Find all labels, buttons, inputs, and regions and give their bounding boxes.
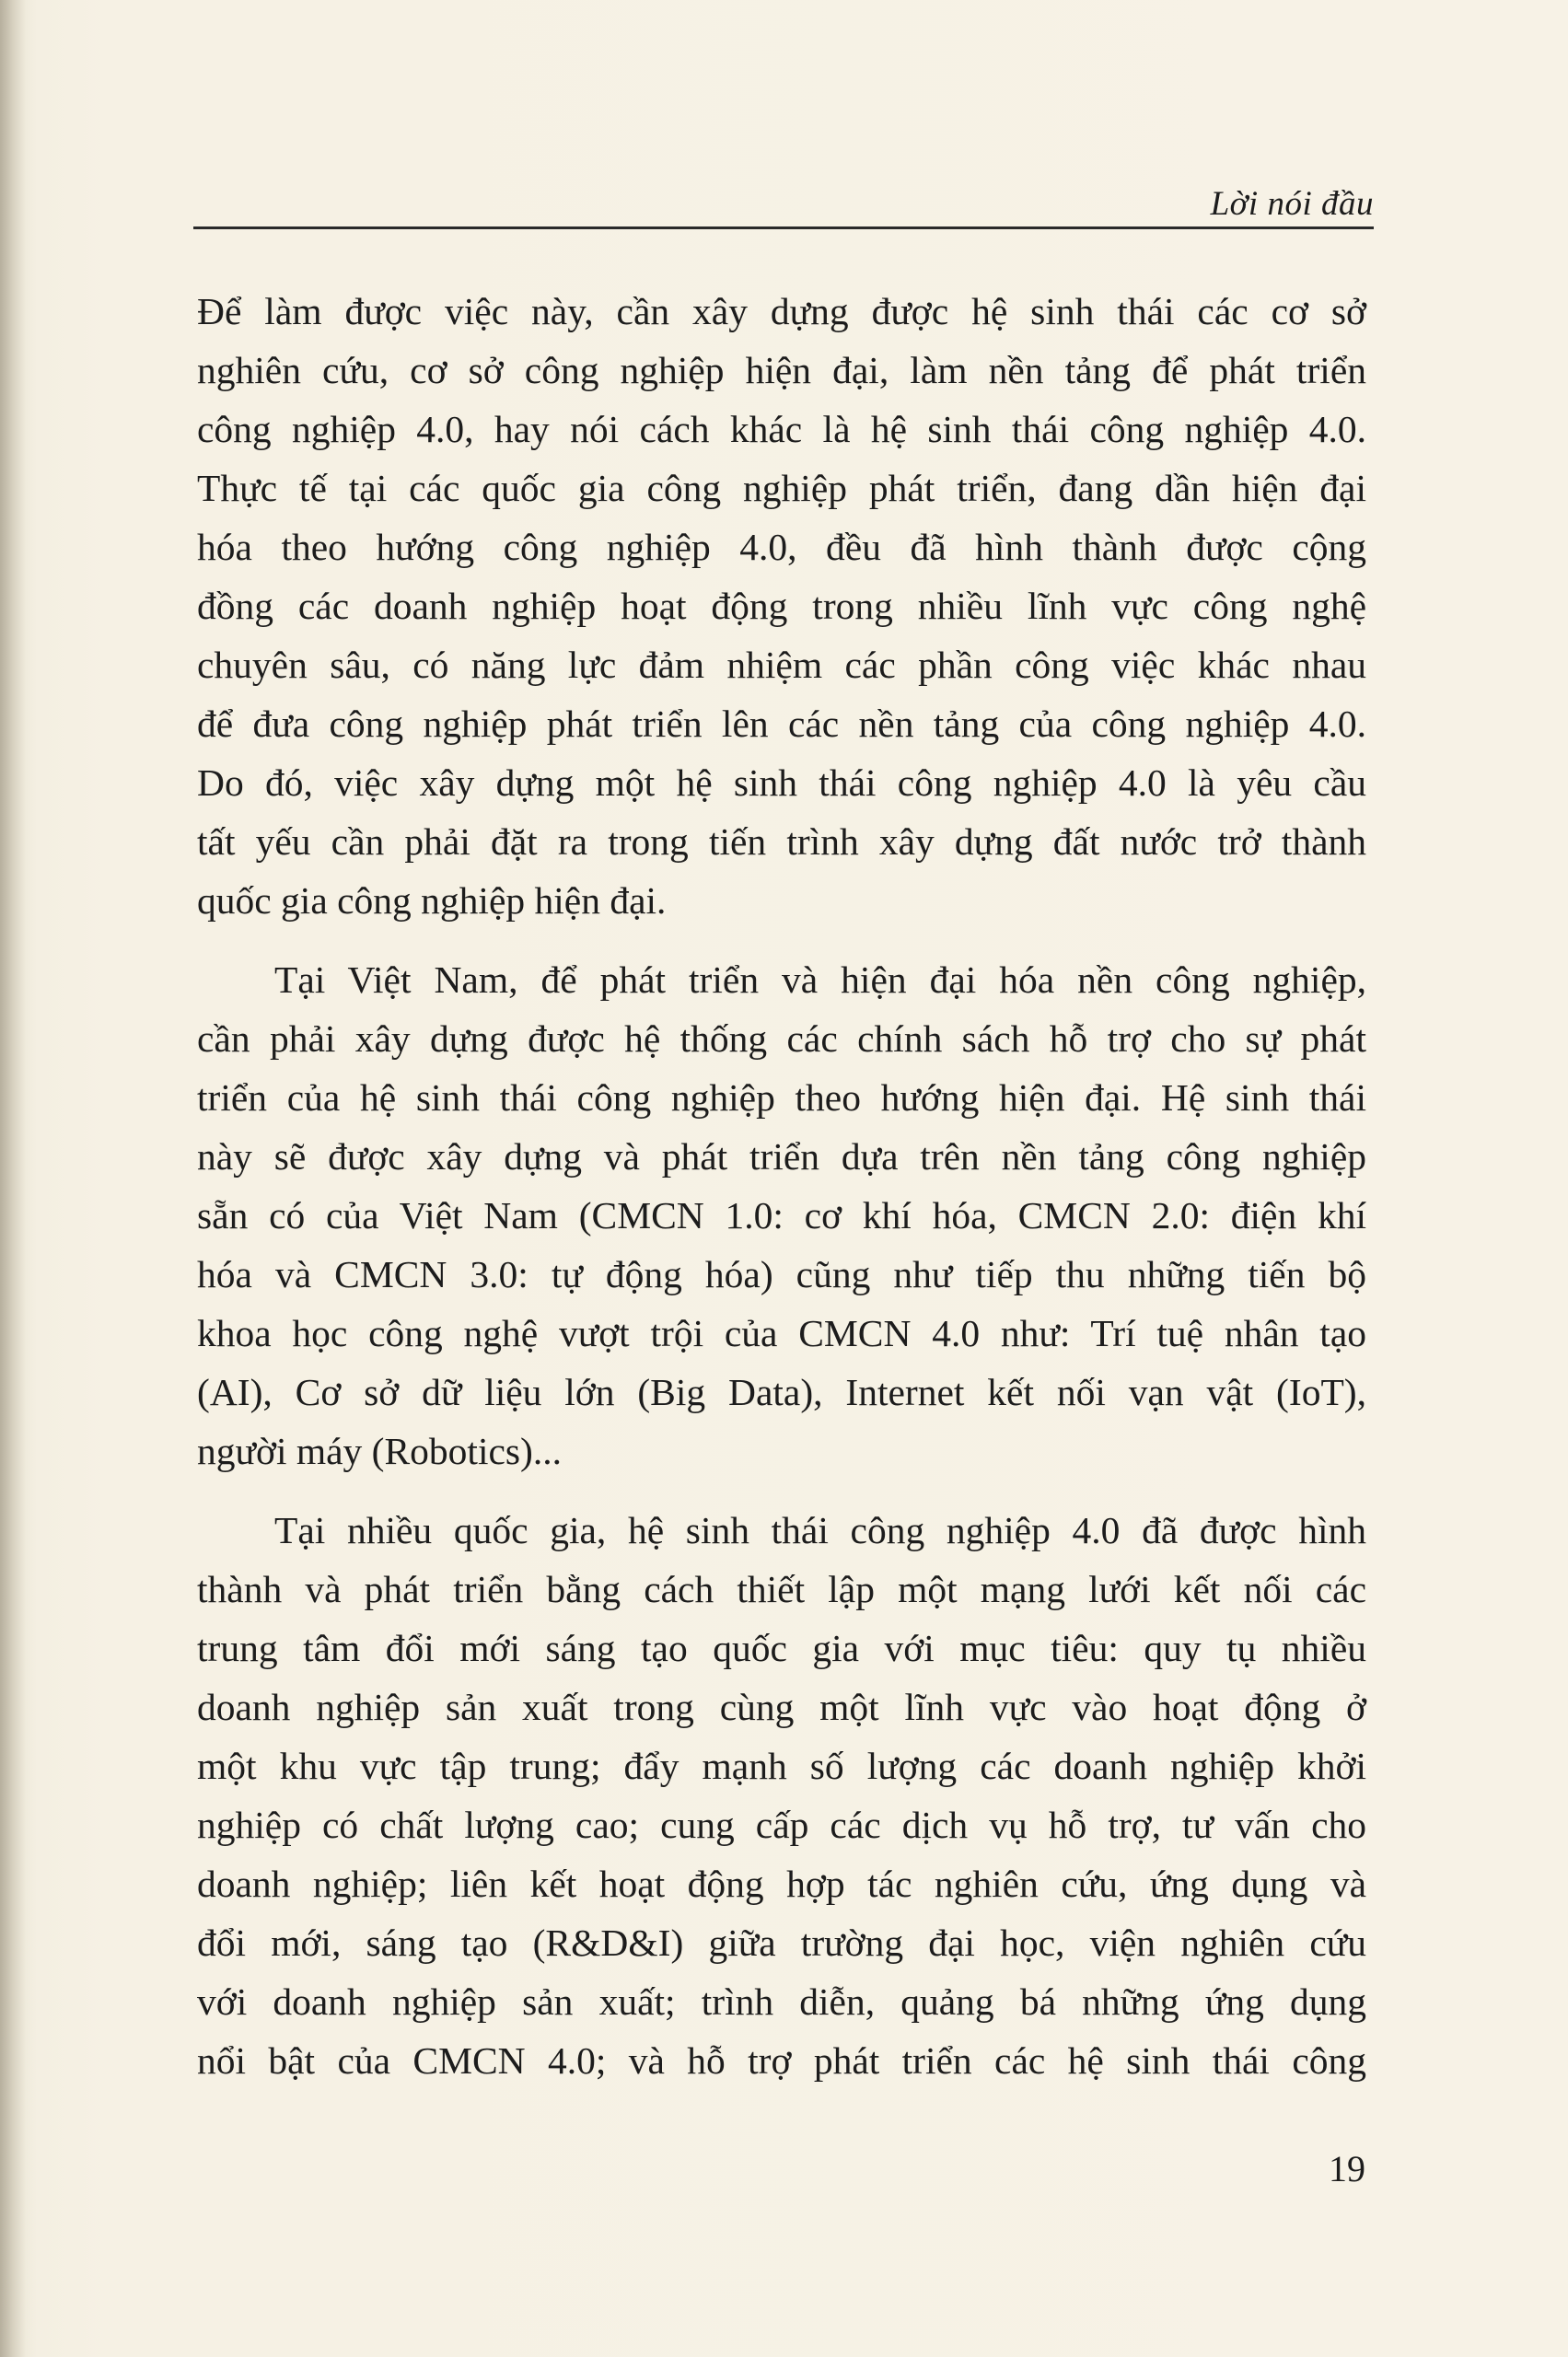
text-line: hóa theo hướng công nghiệp 4.0, đều đã hình thành được cộng — [197, 526, 1366, 568]
text-line: nghiệp có chất lượng cao; cung cấp các dịch vụ hỗ trợ, tư vấn cho — [197, 1804, 1366, 1846]
text-line: nổi bật của CMCN 4.0; và hỗ trợ phát triển các hệ sinh thái công — [197, 2039, 1366, 2082]
text-line: đồng các doanh nghiệp hoạt động trong nhiều lĩnh vực công nghệ — [197, 585, 1366, 627]
text-line: Do đó, việc xây dựng một hệ sinh thái công nghiệp 4.0 là yêu cầu — [197, 761, 1366, 804]
text-line: Để làm được việc này, cần xây dựng được hệ sinh thái các cơ sở — [197, 290, 1366, 332]
text-line: đổi mới, sáng tạo (R&D&I) giữa trường đại học, viện nghiên cứu — [197, 1922, 1366, 1964]
text-line: Tại Việt Nam, để phát triển và hiện đại hóa nền công nghiệp, — [274, 958, 1366, 1001]
text-line: cần phải xây dựng được hệ thống các chính sách hỗ trợ cho sự phát — [197, 1017, 1366, 1060]
text-line: doanh nghiệp sản xuất trong cùng một lĩnh vực vào hoạt động ở — [197, 1686, 1366, 1728]
header-rule — [193, 226, 1374, 229]
text-line: nghiên cứu, cơ sở công nghiệp hiện đại, làm nền tảng để phát triển — [197, 349, 1366, 391]
text-line: doanh nghiệp; liên kết hoạt động hợp tác nghiên cứu, ứng dụng và — [197, 1863, 1366, 1905]
running-header — [193, 175, 1374, 230]
text-line: này sẽ được xây dựng và phát triển dựa trên nền tảng công nghiệp — [197, 1135, 1366, 1178]
spine-shadow — [0, 0, 26, 2357]
text-line: với doanh nghiệp sản xuất; trình diễn, quảng bá những ứng dụng — [197, 1980, 1366, 2023]
text-line: chuyên sâu, có năng lực đảm nhiệm các phần công việc khác nhau — [197, 644, 1366, 686]
text-line: thành và phát triển bằng cách thiết lập một mạng lưới kết nối các — [197, 1568, 1366, 1610]
text-line: tất yếu cần phải đặt ra trong tiến trình xây dựng đất nước trở thành — [197, 820, 1366, 863]
page-number: 19 — [1329, 2148, 1365, 2189]
paragraph-3 — [197, 1501, 1366, 2090]
text-line: triển của hệ sinh thái công nghiệp theo hướng hiện đại. Hệ sinh thái — [197, 1076, 1366, 1119]
chapter-title: Lời nói đầu — [1210, 185, 1374, 223]
body-text — [197, 282, 1366, 2110]
text-line: Tại nhiều quốc gia, hệ sinh thái công nghiệp 4.0 đã được hình — [274, 1509, 1366, 1551]
text-line: sẵn có của Việt Nam (CMCN 1.0: cơ khí hóa, CMCN 2.0: điện khí — [197, 1194, 1366, 1237]
paragraph-1 — [197, 282, 1366, 930]
paragraph-2 — [197, 950, 1366, 1480]
text-line: khoa học công nghệ vượt trội của CMCN 4.0 như: Trí tuệ nhân tạo — [197, 1312, 1366, 1354]
text-line: để đưa công nghiệp phát triển lên các nền tảng của công nghiệp 4.0. — [197, 702, 1366, 745]
text-line: trung tâm đổi mới sáng tạo quốc gia với mục tiêu: quy tụ nhiều — [197, 1627, 1366, 1669]
text-line: quốc gia công nghiệp hiện đại. — [197, 879, 667, 922]
text-line: Thực tế tại các quốc gia công nghiệp phát triển, đang dần hiện đại — [197, 467, 1366, 509]
text-line: hóa và CMCN 3.0: tự động hóa) cũng như tiếp thu những tiến bộ — [197, 1253, 1366, 1295]
text-line: công nghiệp 4.0, hay nói cách khác là hệ sinh thái công nghiệp 4.0. — [197, 408, 1366, 450]
text-line: (AI), Cơ sở dữ liệu lớn (Big Data), Internet kết nối vạn vật (IoT), — [197, 1371, 1366, 1413]
text-line: người máy (Robotics)... — [197, 1430, 562, 1472]
text-line: một khu vực tập trung; đẩy mạnh số lượng các doanh nghiệp khởi — [197, 1745, 1366, 1787]
